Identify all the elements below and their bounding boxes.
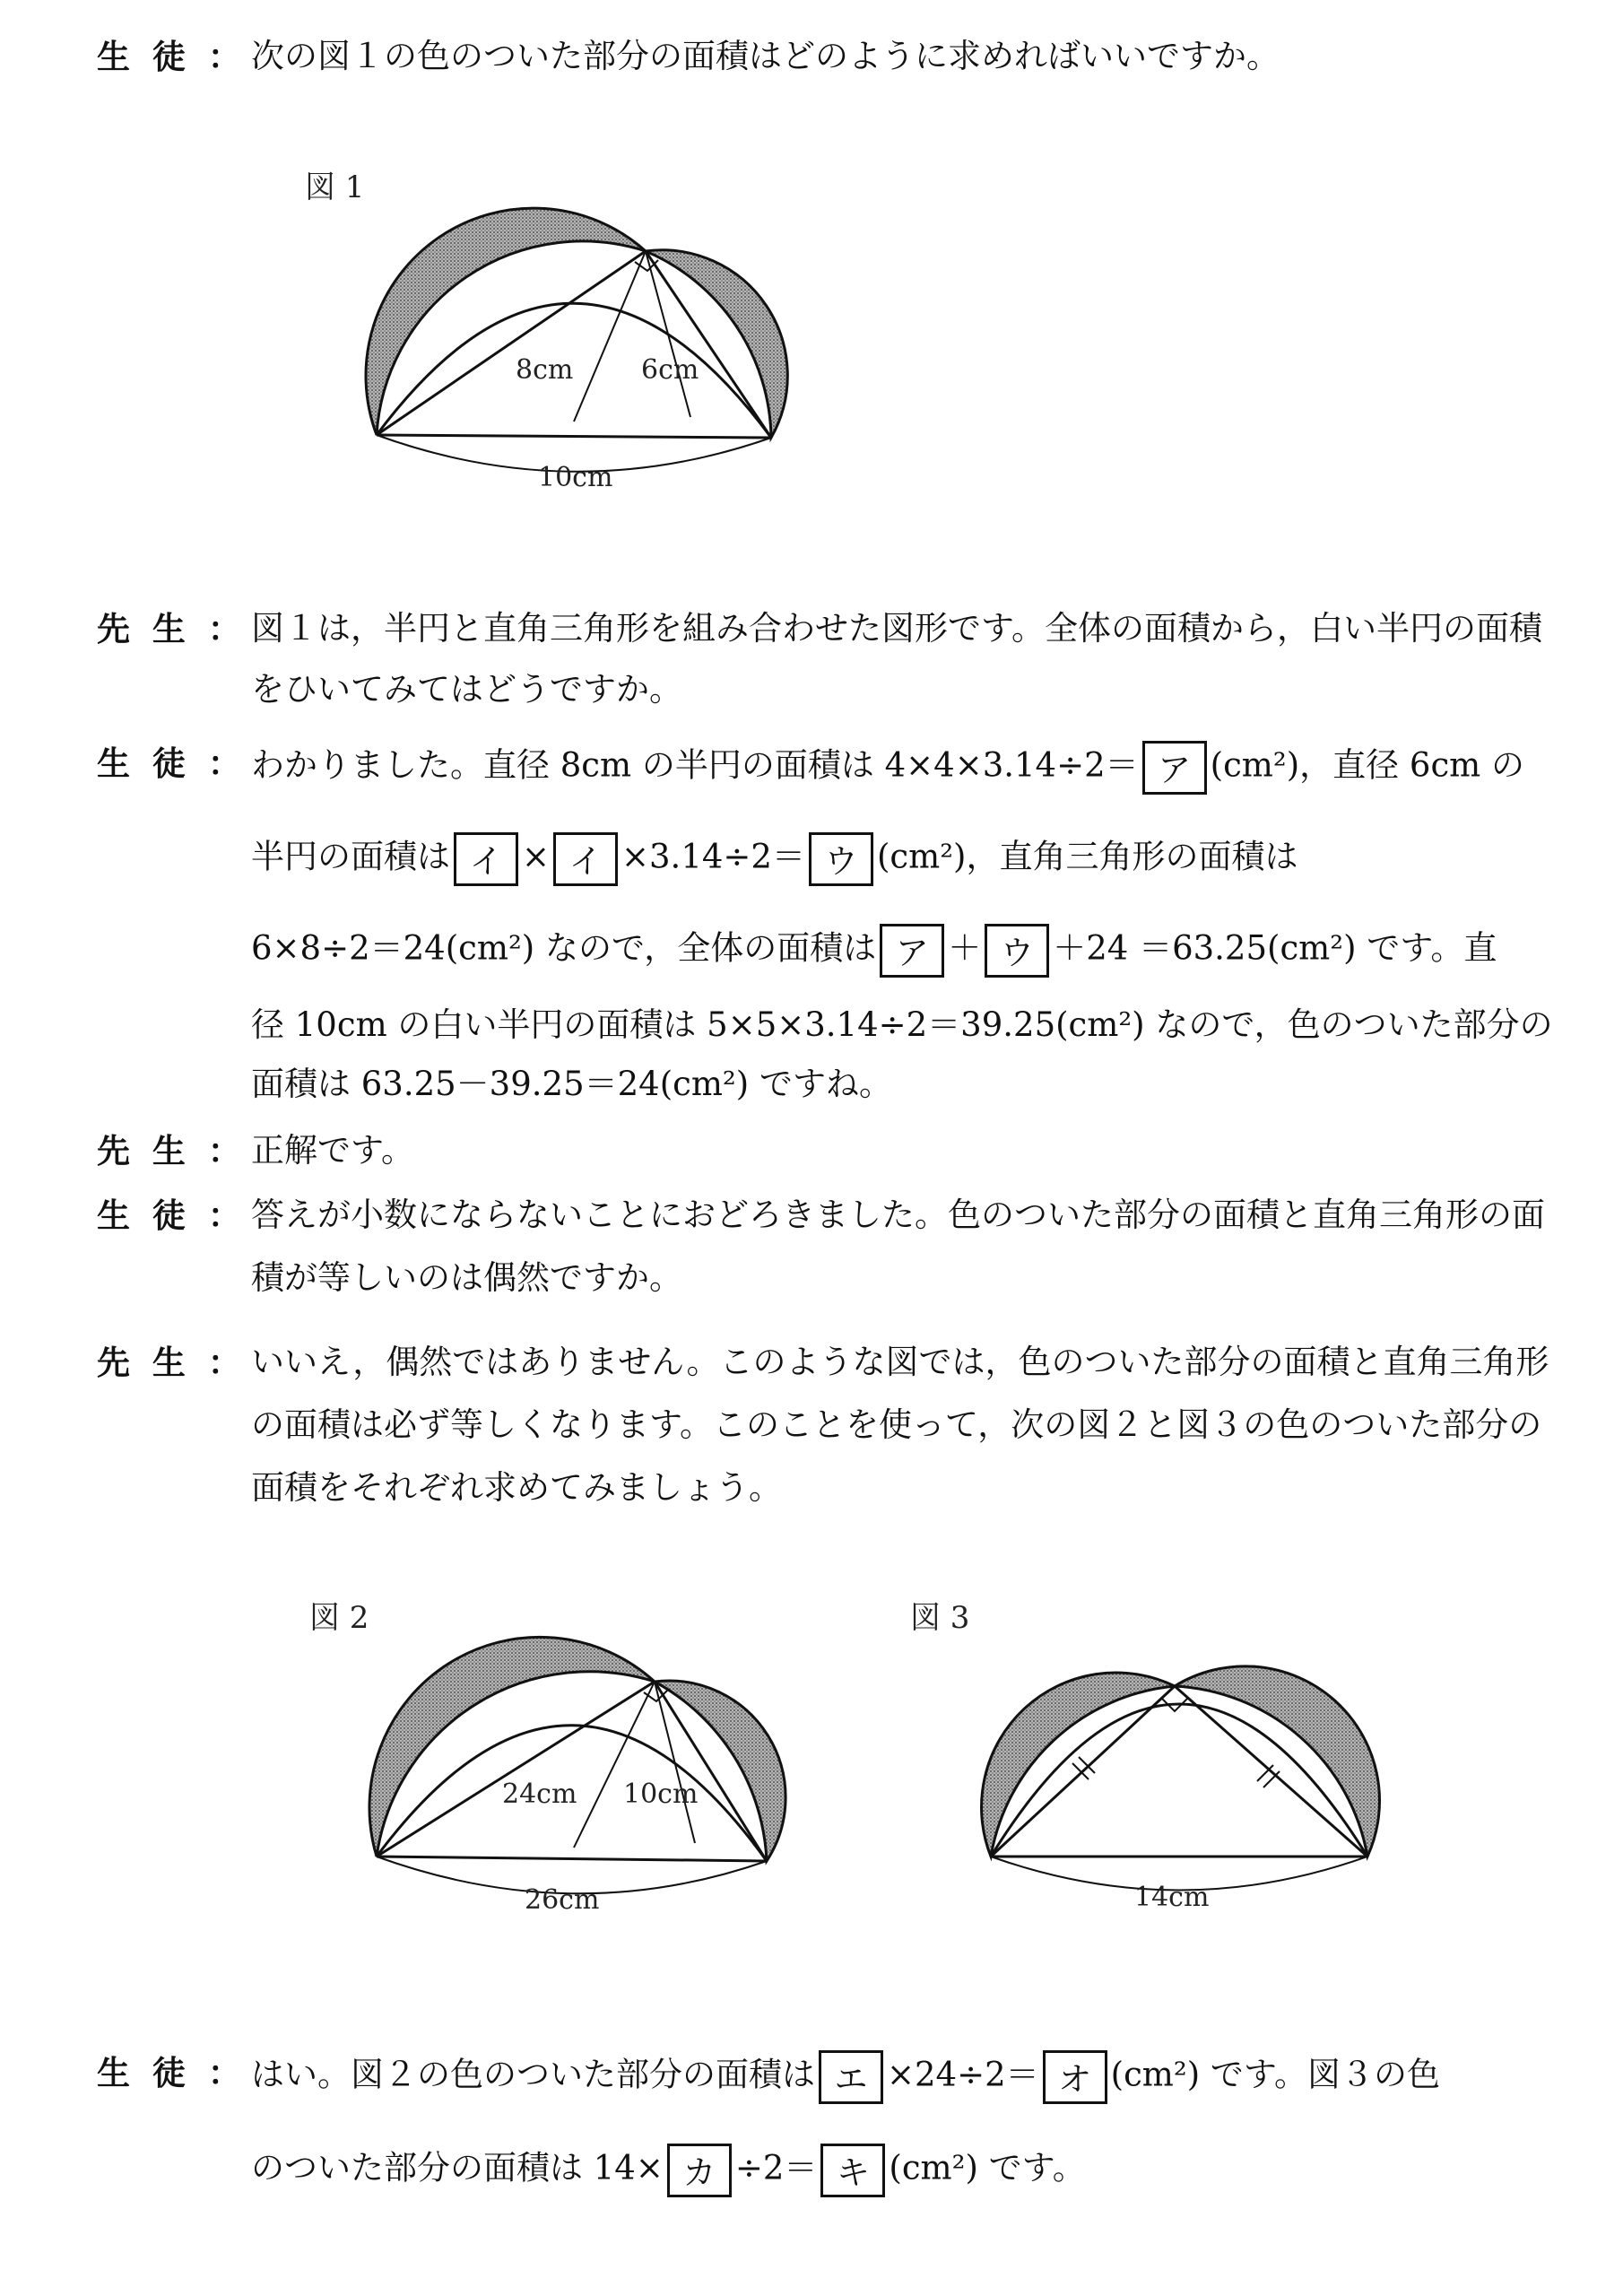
answer-box-e[interactable]: エ (819, 2050, 883, 2104)
figure-2-label: 図 2 (309, 1600, 369, 1636)
answer-box-i[interactable]: イ (454, 832, 518, 886)
student4-l1c: (cm²) です。図３の色 (1110, 2055, 1440, 2094)
student3-line1: 答えが小数にならないことにおどろきました。色のついた部分の面積と直角三角形の面 (251, 1196, 1545, 1234)
teacher2-line1: 正解です。 (251, 1131, 415, 1170)
answer-box-ki[interactable]: キ (820, 2144, 885, 2197)
student2-line5: 面積は 63.25－39.25＝24(cm²) ですね。 (251, 1065, 892, 1103)
student2-l2c: ×3.14÷2＝ (621, 837, 805, 876)
answer-box-o[interactable]: オ (1043, 2050, 1107, 2104)
student4-l1a: はい。図２の色のついた部分の面積は (251, 2055, 815, 2094)
student4-l2c: (cm²) です。 (889, 2148, 1086, 2187)
student2-l2a: 半円の面積は (251, 837, 450, 876)
student3-line2: 積が等しいのは偶然ですか。 (251, 1258, 682, 1297)
shaded-lune-large (366, 208, 646, 435)
answer-box-ka[interactable]: カ (667, 2144, 732, 2197)
shaded-lune-small (646, 250, 787, 438)
student2-l3b: ＋ (948, 928, 982, 968)
figure-1-hyp: 10cm (538, 462, 613, 493)
student4-l2b: ÷2＝ (734, 2148, 818, 2187)
figure-2 (296, 1587, 852, 1928)
speaker-student: 生 徒 ： (97, 37, 247, 76)
figure-3 (897, 1587, 1453, 1928)
shaded-lune-large (369, 1637, 655, 1857)
figure-3-label: 図 3 (910, 1600, 970, 1636)
answer-box-a[interactable]: ア (1142, 741, 1207, 795)
student2-l3a: 6×8÷2＝24(cm²) なので，全体の面積は (251, 928, 877, 968)
student4-line1 (251, 2050, 1440, 2104)
student2-l1b: (cm²)，直径 6cm の (1210, 745, 1525, 785)
figure-1-label: 図 1 (305, 170, 365, 205)
student2-l1a: わかりました。直径 8cm の半円の面積は 4×4×3.14÷2＝ (251, 745, 1139, 785)
figure-2-leg-b: 10cm (623, 1779, 699, 1810)
student4-l2a: のついた部分の面積は 14× (251, 2148, 664, 2187)
student2-line1 (251, 741, 1524, 795)
student4-line2 (251, 2144, 1086, 2197)
answer-box-u[interactable]: ウ (985, 924, 1049, 978)
answer-box-a[interactable]: ア (880, 924, 944, 978)
speaker-student: 生 徒 ： (97, 744, 247, 783)
teacher3-line1: いいえ，偶然ではありません。このような図では，色のついた部分の面積と直角三角形 (251, 1343, 1549, 1381)
student2-line2 (251, 832, 1298, 886)
teacher3-line2: の面積は必ず等しくなります。このことを使って，次の図２と図３の色のついた部分の (251, 1405, 1542, 1444)
shaded-lune-left (982, 1673, 1175, 1857)
teacher3-line3: 面積をそれぞれ求めてみましょう。 (251, 1468, 782, 1507)
figure-1 (296, 152, 852, 511)
student2-line3 (251, 924, 1497, 978)
student2-l3c: ＋24 ＝63.25(cm²) です。直 (1053, 928, 1497, 968)
teacher1-line2: をひいてみてはどうですか。 (251, 670, 682, 709)
speaker-student: 生 徒 ： (97, 2053, 247, 2092)
figure-1-leg-a: 8cm (516, 354, 574, 386)
answer-box-i[interactable]: イ (553, 832, 618, 886)
student4-l1b: ×24÷2＝ (887, 2055, 1039, 2094)
answer-box-u[interactable]: ウ (809, 832, 873, 886)
teacher1-line1: 図１は，半円と直角三角形を組み合わせた図形です。全体の面積から，白い半円の面積 (251, 609, 1543, 648)
figure-2-leg-a: 24cm (502, 1779, 577, 1810)
figure-3-hyp: 14cm (1134, 1882, 1210, 1913)
speaker-student: 生 徒 ： (97, 1196, 247, 1235)
student2-line4: 径 10cm の白い半円の面積は 5×5×3.14÷2＝39.25(cm²) なので，色のついた部分の (251, 1005, 1553, 1044)
student2-l2d: (cm²)，直角三角形の面積は (876, 837, 1298, 876)
figure-2-hyp: 26cm (525, 1884, 600, 1916)
speaker-teacher: 先 生 ： (97, 1131, 247, 1170)
question-text: 次の図１の色のついた部分の面積はどのように求めればいいですか。 (251, 37, 1280, 75)
speaker-teacher: 先 生 ： (97, 609, 247, 648)
speaker-teacher: 先 生 ： (97, 1343, 247, 1382)
shaded-lune-small (655, 1681, 785, 1861)
figure-1-leg-b: 6cm (641, 354, 699, 386)
student2-l2b: × (522, 837, 551, 876)
